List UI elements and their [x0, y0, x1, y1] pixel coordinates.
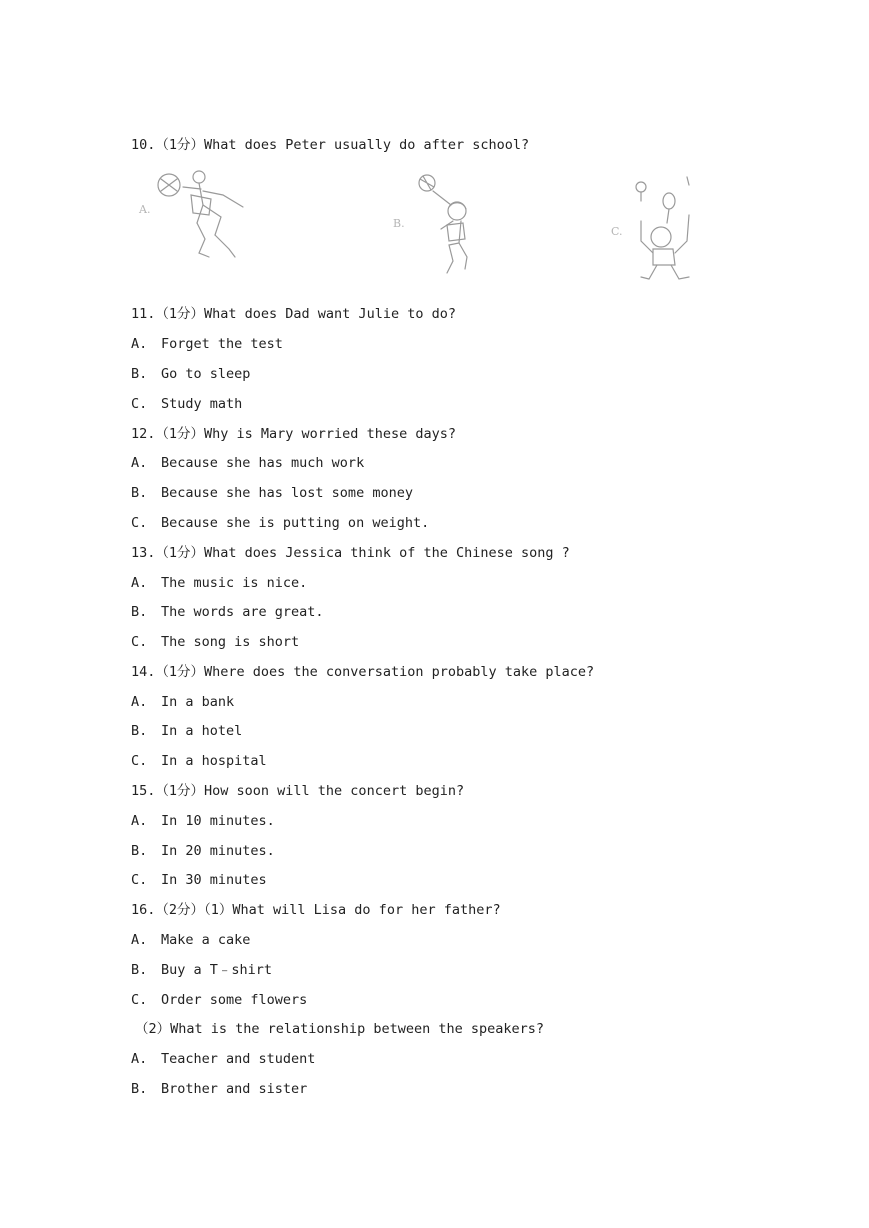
option-text: Because she has much work [161, 455, 365, 471]
picture-option-b [389, 165, 499, 277]
question-13-option-c[interactable] [131, 633, 299, 651]
question-16-sub-stem: （2）What is the relationship between the speakers? [135, 1021, 545, 1037]
option-text: In 10 minutes. [161, 813, 275, 829]
badminton-player-icon [605, 165, 725, 285]
question-16-stem: 16.（2分）（1）What will Lisa do for her father? [131, 902, 501, 918]
option-letter: B. [131, 604, 148, 620]
option-letter: B. [131, 843, 148, 859]
option-text: The song is short [161, 634, 300, 650]
option-letter: B. [131, 366, 148, 382]
picture-option-a-label: A. [139, 203, 151, 216]
question-11-option-c[interactable] [131, 395, 242, 413]
option-text: In a bank [161, 694, 235, 710]
option-text: In a hospital [161, 753, 267, 769]
option-letter: C. [131, 634, 148, 650]
option-text: Order some flowers [161, 992, 308, 1008]
question-13-stem: 13.（1分）What does Jessica think of the Chinese song ? [131, 545, 570, 561]
question-16-1-option-c[interactable] [131, 991, 307, 1009]
volleyball-player-icon [389, 165, 499, 277]
question-16-2-option-a[interactable] [131, 1050, 315, 1068]
question-14-option-c[interactable] [131, 752, 267, 770]
question-12-option-c[interactable] [131, 514, 429, 532]
question-10-pictures [131, 165, 731, 295]
question-14-option-b[interactable] [131, 722, 242, 740]
option-text: The words are great. [161, 604, 324, 620]
option-text: Go to sleep [161, 366, 251, 382]
question-16-2-option-b[interactable] [131, 1080, 307, 1098]
question-15-option-c[interactable] [131, 871, 267, 889]
option-text: Forget the test [161, 336, 283, 352]
option-letter: A. [131, 694, 148, 710]
question-12-option-b[interactable] [131, 484, 413, 502]
option-text: In 20 minutes. [161, 843, 275, 859]
option-text: In 30 minutes [161, 872, 267, 888]
option-text: In a hotel [161, 723, 243, 739]
question-14-stem: 14.（1分）Where does the conversation probably take place? [131, 664, 595, 680]
question-14-option-a[interactable] [131, 693, 234, 711]
option-letter: C. [131, 515, 148, 531]
option-letter: A. [131, 575, 148, 591]
question-10-stem: 10.（1分）What does Peter usually do after school? [131, 137, 530, 153]
option-letter: A. [131, 1051, 148, 1067]
option-letter: C. [131, 992, 148, 1008]
question-11-option-a[interactable] [131, 335, 283, 353]
question-11-stem: 11.（1分）What does Dad want Julie to do? [131, 306, 456, 322]
option-letter: B. [131, 962, 148, 978]
option-text: Brother and sister [161, 1081, 308, 1097]
option-letter: B. [131, 723, 148, 739]
question-13-option-a[interactable] [131, 574, 307, 592]
question-12-option-a[interactable] [131, 454, 364, 472]
option-text: Study math [161, 396, 243, 412]
picture-option-c [605, 165, 725, 285]
option-letter: B. [131, 1081, 148, 1097]
question-16-1-option-a[interactable] [131, 931, 250, 949]
question-15-option-a[interactable] [131, 812, 275, 830]
option-text: Because she is putting on weight. [161, 515, 430, 531]
option-text: Buy a T﹣shirt [161, 962, 273, 978]
question-11-option-b[interactable] [131, 365, 250, 383]
option-letter: A. [131, 813, 148, 829]
option-letter: C. [131, 753, 148, 769]
question-12-stem: 12.（1分）Why is Mary worried these days? [131, 426, 456, 442]
football-player-icon [131, 165, 261, 265]
picture-option-b-label: B. [393, 217, 405, 230]
option-letter: A. [131, 932, 148, 948]
option-text: Make a cake [161, 932, 251, 948]
option-text: The music is nice. [161, 575, 308, 591]
option-letter: A. [131, 455, 148, 471]
question-15-option-b[interactable] [131, 842, 275, 860]
option-text: Teacher and student [161, 1051, 316, 1067]
picture-option-a [131, 165, 261, 265]
picture-option-c-label: C. [611, 225, 623, 238]
question-15-stem: 15.（1分）How soon will the concert begin? [131, 783, 465, 799]
question-13-option-b[interactable] [131, 603, 324, 621]
option-letter: B. [131, 485, 148, 501]
option-letter: A. [131, 336, 148, 352]
option-text: Because she has lost some money [161, 485, 413, 501]
question-16-1-option-b[interactable] [131, 961, 272, 979]
option-letter: C. [131, 396, 148, 412]
option-letter: C. [131, 872, 148, 888]
